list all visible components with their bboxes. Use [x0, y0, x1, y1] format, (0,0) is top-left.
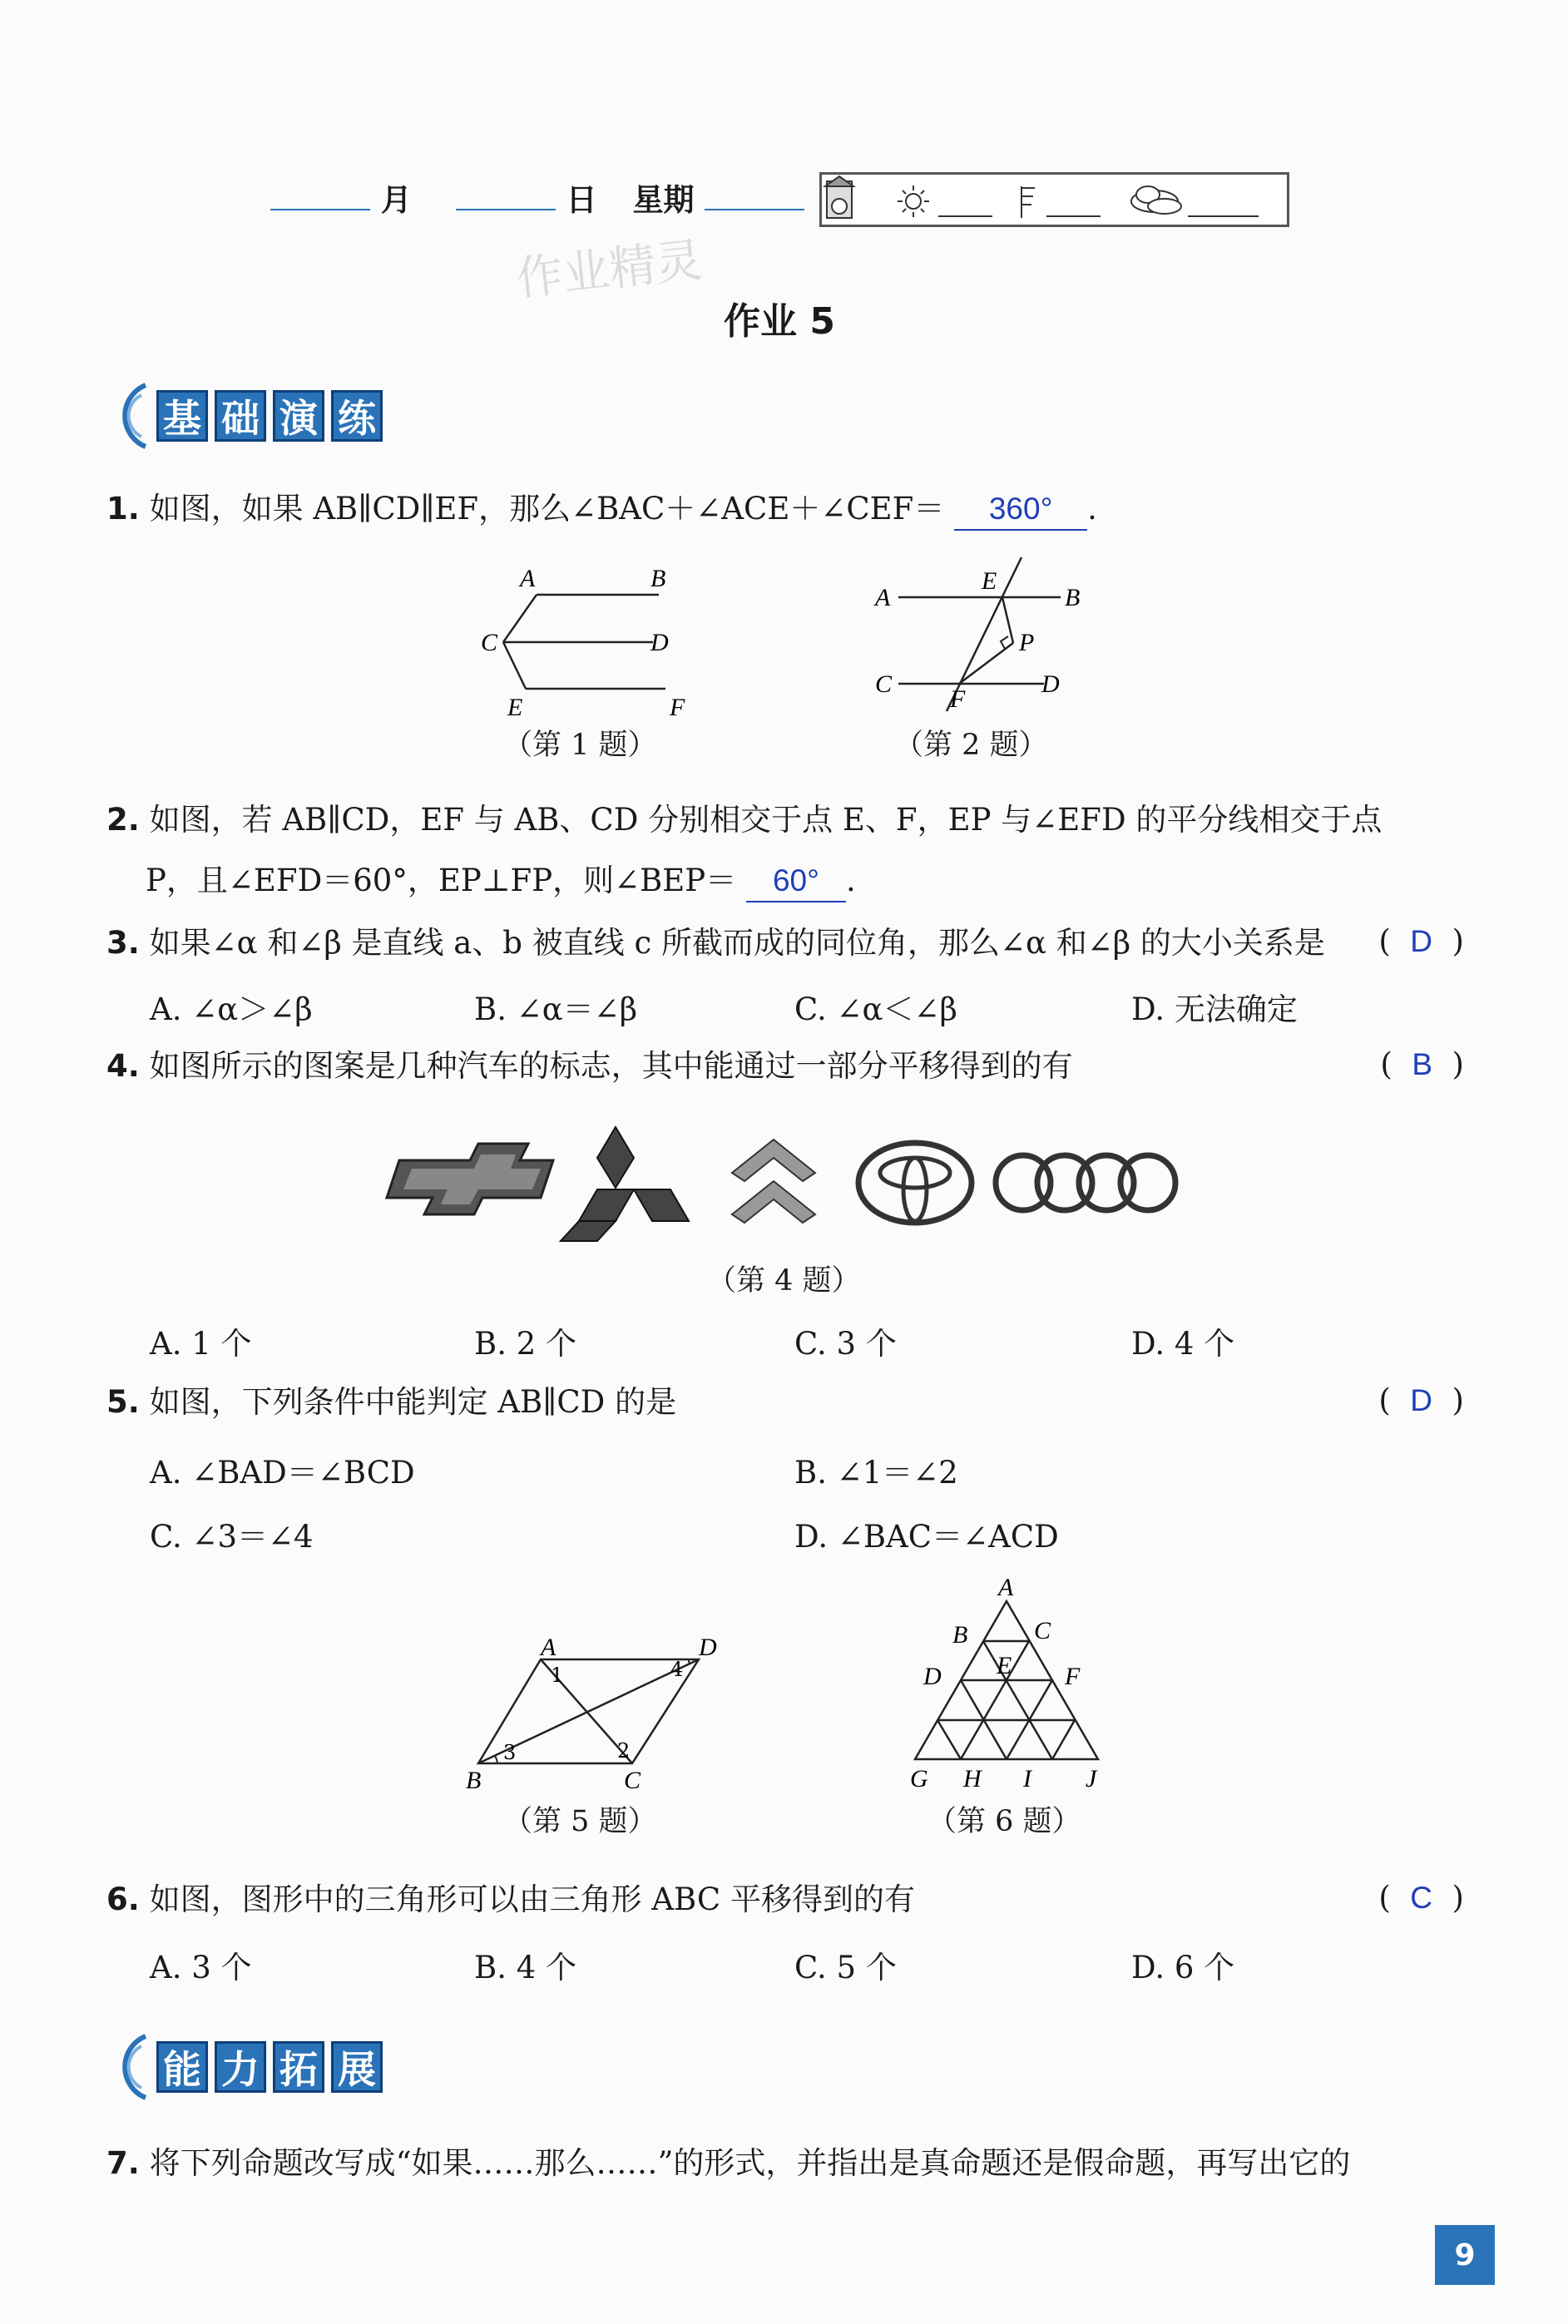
question-7: 7. 将下列命题改写成“如果……那么……”的形式，并指出是真命题还是假命题，再写出它的 — [106, 2145, 1351, 2181]
label-c: C — [481, 629, 498, 656]
question-6: 6. 如图，图形中的三角形可以由三角形 ABC 平移得到的有 — [106, 1881, 916, 1917]
question-text: 如果∠α 和∠β 是直线 a、b 被直线 c 所截而成的同位角，那么∠α 和∠β 的大小关系是 — [149, 925, 1325, 961]
weather-box — [819, 172, 1289, 227]
option-a[interactable]: A. ∠α＞∠β — [150, 991, 313, 1027]
label-d: D — [1041, 670, 1060, 698]
section-char: 拓 — [273, 2041, 324, 2093]
question-text: 如图，如果 AB∥CD∥EF，那么∠BAC＋∠ACE＋∠CEF＝ — [149, 491, 945, 527]
answer-blank[interactable]: 360° — [954, 489, 1087, 531]
answer-paren[interactable]: ( B ) — [1380, 1046, 1464, 1082]
label-c: C — [624, 1767, 641, 1792]
month-label: 月 — [380, 182, 412, 218]
question-text: 如图，图形中的三角形可以由三角形 ABC 平移得到的有 — [149, 1881, 916, 1917]
answer-paren[interactable]: ( D ) — [1378, 923, 1464, 959]
page-number: 9 — [1454, 2237, 1476, 2272]
label-e: E — [507, 694, 523, 721]
section-char: 演 — [273, 390, 324, 442]
section-arc-icon — [100, 378, 150, 453]
day-blank[interactable] — [456, 209, 556, 210]
label-d: D — [699, 1634, 717, 1661]
day-label: 日 — [566, 182, 597, 218]
section-char: 基 — [156, 390, 208, 442]
option-b[interactable]: B. ∠1＝∠2 — [794, 1455, 958, 1491]
angle-3-label: 3 — [503, 1741, 517, 1764]
figure-1 — [466, 557, 715, 724]
caption-fig6: （第 6 题） — [927, 1805, 1081, 1838]
citroen-logo-icon — [732, 1140, 815, 1223]
label-i: I — [1023, 1765, 1031, 1792]
figure-2 — [865, 549, 1115, 724]
section-char: 能 — [156, 2041, 208, 2093]
section-arc-icon — [100, 2030, 150, 2104]
option-c[interactable]: C. 5 个 — [794, 1950, 897, 1985]
answer-paren[interactable]: ( D ) — [1378, 1382, 1464, 1418]
angle-1-label: 1 — [551, 1664, 564, 1687]
option-c[interactable]: C. ∠α＜∠β — [794, 991, 957, 1027]
section-char: 础 — [215, 390, 266, 442]
figure-5 — [458, 1626, 724, 1792]
weather-icons — [822, 175, 1287, 225]
section-char: 力 — [215, 2041, 266, 2093]
label-e: E — [982, 567, 997, 595]
option-b[interactable]: B. 4 个 — [474, 1950, 577, 1985]
label-d: D — [923, 1663, 942, 1690]
chevrolet-logo-icon — [387, 1144, 553, 1214]
section-extend-header — [100, 2030, 383, 2104]
question-text: 将下列命题改写成“如果……那么……”的形式，并指出是真命题还是假命题，再写出它的 — [149, 2145, 1351, 2181]
answer-blank[interactable]: 60° — [746, 861, 846, 902]
section-basic-header — [100, 378, 383, 453]
label-f: F — [1065, 1663, 1081, 1690]
mitsubishi-logo-icon — [561, 1127, 689, 1241]
label-a: A — [541, 1634, 556, 1661]
option-d[interactable]: D. ∠BAC＝∠ACD — [794, 1519, 1059, 1555]
watermark: 作业精灵 — [513, 233, 705, 307]
label-e: E — [997, 1652, 1012, 1679]
date-header — [270, 175, 804, 220]
option-c[interactable]: C. 3 个 — [794, 1326, 897, 1362]
month-blank[interactable] — [270, 209, 370, 210]
label-p: P — [1019, 629, 1035, 656]
clock-icon — [825, 176, 853, 218]
label-a: A — [520, 565, 536, 592]
question-4: 4. 如图所示的图案是几种汽车的标志，其中能通过一部分平移得到的有 — [106, 1048, 1073, 1084]
sun-icon — [898, 185, 929, 217]
label-a: A — [998, 1574, 1014, 1601]
question-text: P，且∠EFD＝60°，EP⊥FP，则∠BEP＝ — [146, 863, 737, 898]
figure-6 — [898, 1572, 1115, 1797]
question-3: 3. 如果∠α 和∠β 是直线 a、b 被直线 c 所截而成的同位角，那么∠α 和∠β 的大小关系是 — [106, 925, 1325, 961]
label-h: H — [963, 1765, 982, 1792]
question-1: 1. 如图，如果 AB∥CD∥EF，那么∠BAC＋∠ACE＋∠CEF＝ 360° . — [106, 489, 1097, 531]
option-a[interactable]: A. 3 个 — [150, 1950, 252, 1985]
option-a[interactable]: A. 1 个 — [150, 1326, 252, 1362]
label-j: J — [1086, 1765, 1097, 1792]
toyota-logo-icon — [858, 1143, 972, 1223]
option-d[interactable]: D. 无法确定 — [1131, 991, 1298, 1027]
question-text: 如图，若 AB∥CD，EF 与 AB、CD 分别相交于点 E、F，EP 与∠EFD 的平分线相交于点 — [149, 802, 1383, 838]
label-c: C — [1034, 1617, 1051, 1644]
option-a[interactable]: A. ∠BAD＝∠BCD — [150, 1455, 415, 1491]
question-text: 如图，下列条件中能判定 AB∥CD 的是 — [149, 1384, 677, 1420]
question-5: 5. 如图，下列条件中能判定 AB∥CD 的是 — [106, 1384, 677, 1420]
angle-2-label: 2 — [617, 1739, 631, 1763]
page-number-badge — [1435, 2225, 1495, 2285]
section-char: 展 — [331, 2041, 383, 2093]
caption-fig1: （第 1 题） — [503, 729, 657, 762]
caption-fig5: （第 5 题） — [503, 1805, 657, 1838]
label-b: B — [650, 565, 666, 592]
question-2: 2. 如图，若 AB∥CD，EF 与 AB、CD 分别相交于点 E、F，EP 与∠EFD 的平分线相交于点 — [106, 802, 1383, 838]
figure-4-logos — [383, 1115, 1206, 1248]
weekday-blank[interactable] — [705, 209, 804, 210]
weekday-label: 星期 — [632, 182, 695, 218]
question-text: 如图所示的图案是几种汽车的标志，其中能通过一部分平移得到的有 — [149, 1048, 1073, 1084]
audi-logo-icon — [996, 1155, 1175, 1210]
label-f: F — [950, 685, 966, 713]
caption-fig2: （第 2 题） — [894, 729, 1048, 762]
caption-fig4: （第 4 题） — [707, 1264, 861, 1298]
option-d[interactable]: D. 6 个 — [1131, 1950, 1235, 1985]
angle-4-label: 4 — [670, 1658, 684, 1681]
label-a: A — [875, 584, 891, 611]
question-2-line2: P，且∠EFD＝60°，EP⊥FP，则∠BEP＝ 60° . — [146, 861, 856, 902]
option-b[interactable]: B. ∠α＝∠β — [474, 991, 638, 1027]
label-b: B — [1065, 584, 1081, 611]
page-title: 作业 5 — [724, 300, 835, 343]
option-c[interactable]: C. ∠3＝∠4 — [150, 1519, 314, 1555]
segment-ac — [503, 595, 537, 642]
answer-paren[interactable]: ( C ) — [1378, 1880, 1464, 1916]
section-char: 练 — [331, 390, 383, 442]
option-b[interactable]: B. 2 个 — [474, 1326, 577, 1362]
wind-flag-icon — [1021, 186, 1035, 218]
label-f: F — [670, 694, 685, 721]
segment-fp — [959, 643, 1013, 684]
cloud-icon — [1131, 186, 1181, 214]
label-d: D — [650, 629, 669, 656]
label-c: C — [875, 670, 893, 698]
label-b: B — [466, 1767, 482, 1792]
label-b: B — [952, 1621, 968, 1649]
segment-ce — [503, 642, 526, 689]
label-g: G — [910, 1765, 928, 1792]
option-d[interactable]: D. 4 个 — [1131, 1326, 1235, 1362]
